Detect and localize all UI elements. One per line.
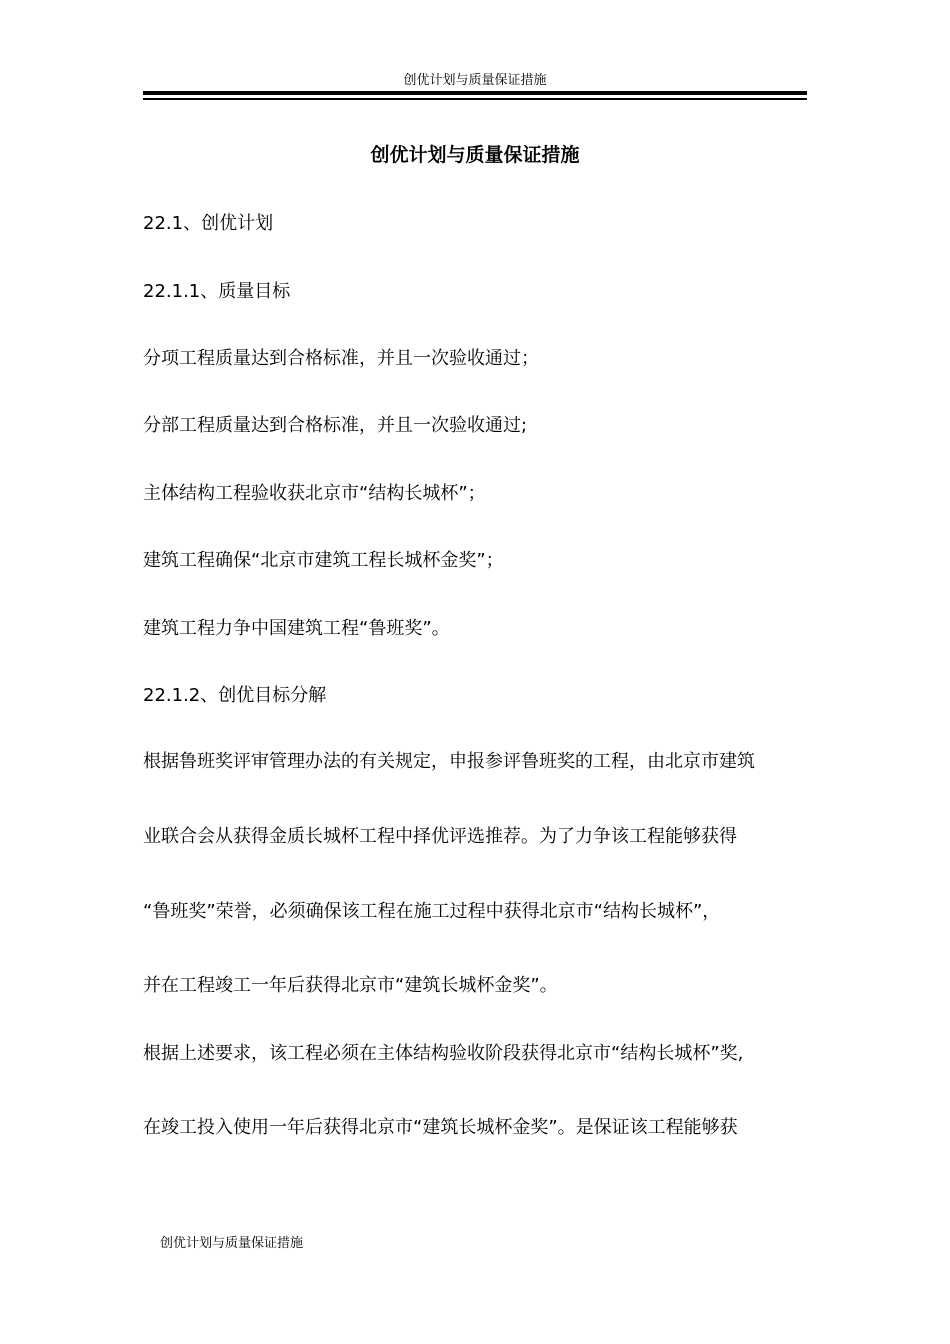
subsection-heading: 22.1.2、创优目标分解 — [143, 685, 327, 706]
section-heading: 22.1、创优计划 — [143, 213, 274, 234]
goal-line: 分项工程质量达到合格标准，并且一次验收通过； — [143, 348, 539, 369]
goal-line: 建筑工程确保“北京市建筑工程长城杯金奖”； — [143, 550, 504, 571]
document-title: 创优计划与质量保证措施 — [370, 144, 580, 166]
goal-line: 主体结构工程验收获北京市“结构长城杯”； — [143, 483, 486, 504]
body-text-line: 根据鲁班奖评审管理办法的有关规定，申报参评鲁班奖的工程，由北京市建筑 — [143, 751, 755, 772]
body-text-line: 根据上述要求，该工程必须在主体结构验收阶段获得北京市“结构长城杯”奖, — [143, 1043, 744, 1064]
body-text-line: 在竣工投入使用一年后获得北京市“建筑长城杯金奖”。是保证该工程能够获 — [143, 1117, 738, 1138]
running-header: 创优计划与质量保证措施 — [403, 73, 547, 88]
goal-line: 建筑工程力争中国建筑工程“鲁班奖”。 — [143, 618, 450, 639]
body-text-line: “鲁班奖”荣誉，必须确保该工程在施工过程中获得北京市“结构长城杯”， — [143, 901, 721, 922]
header-rule-thin — [143, 98, 807, 100]
body-text-line: 业联合会从获得金质长城杯工程中择优评选推荐。为了力争该工程能够获得 — [143, 826, 737, 847]
body-text-line: 并在工程竣工一年后获得北京市“建筑长城杯金奖”。 — [143, 975, 558, 996]
header-rule-thick — [143, 91, 807, 95]
subsection-heading: 22.1.1、质量目标 — [143, 281, 291, 302]
goal-line: 分部工程质量达到合格标准，并且一次验收通过; — [143, 415, 528, 436]
running-footer: 创优计划与质量保证措施 — [160, 1236, 304, 1251]
